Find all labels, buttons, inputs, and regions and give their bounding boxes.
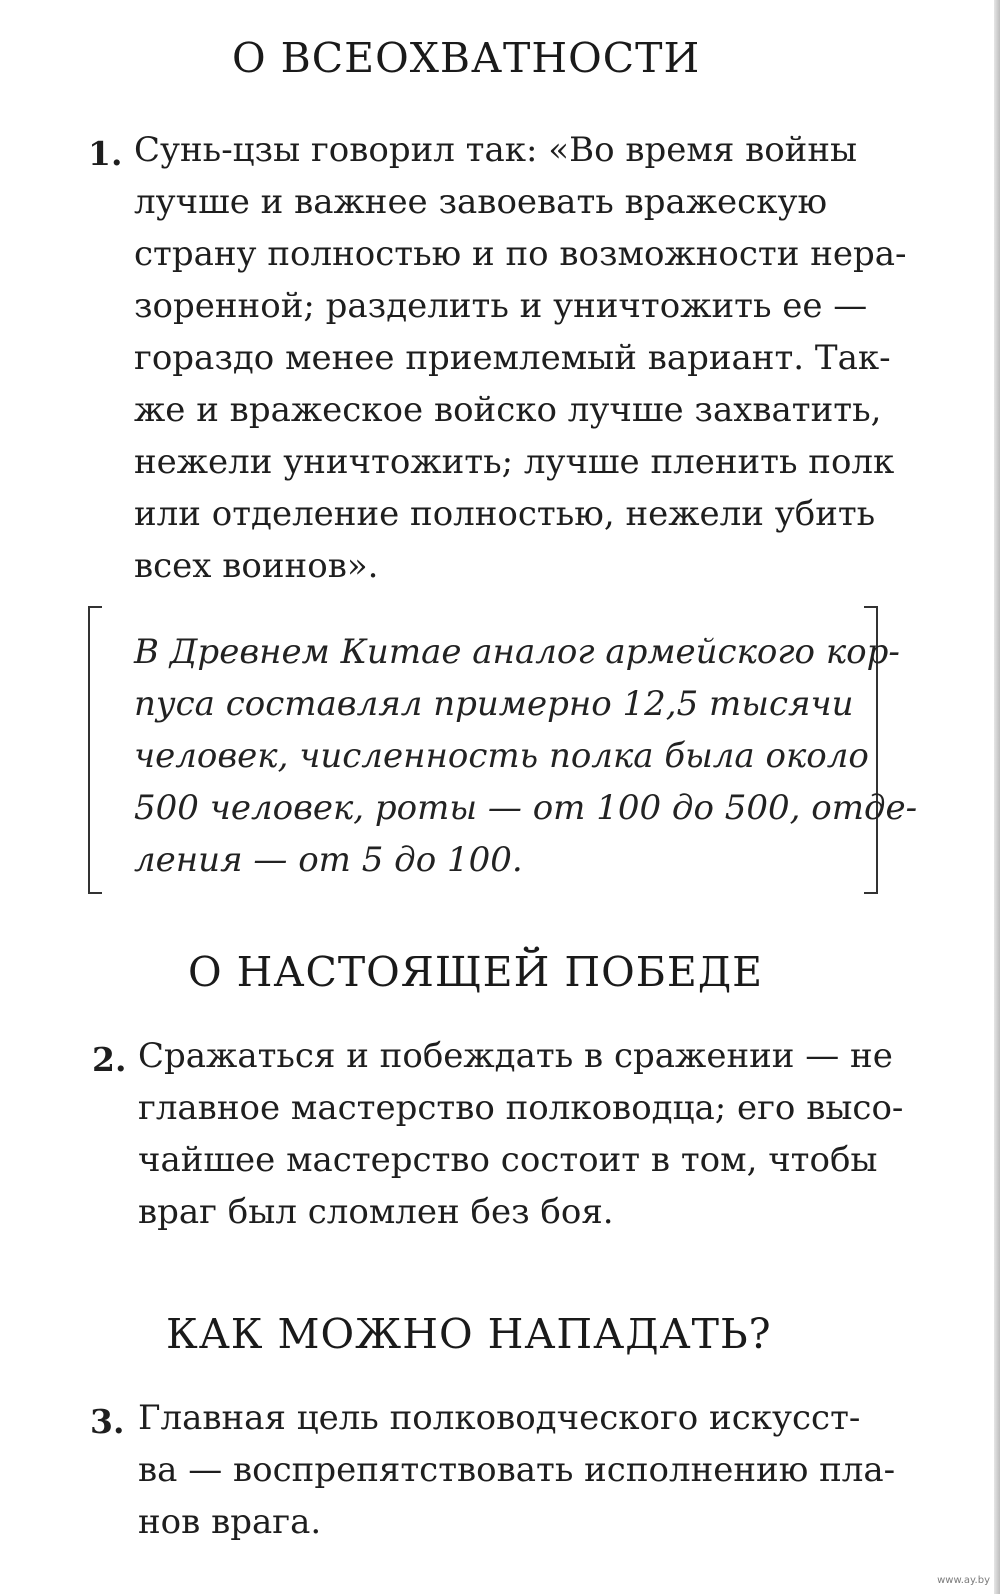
paragraph-number: 2. xyxy=(92,1040,127,1079)
paragraph-line: главное мастерство полководца; его высо- xyxy=(138,1088,904,1128)
paragraph-number: 1. xyxy=(88,134,123,173)
note-line: ления — от 5 до 100. xyxy=(134,840,523,880)
heading-how-to-attack: КАК МОЖНО НАПАДАТЬ? xyxy=(166,1310,772,1358)
paragraph-line: чайшее мастерство состоит в том, чтобы xyxy=(138,1140,878,1180)
paragraph-line: Главная цель полководческого искусст- xyxy=(138,1398,861,1438)
note-line: 500 человек, роты — от 100 до 500, отде- xyxy=(134,788,918,828)
paragraph-3 xyxy=(90,0,896,1542)
note-line: пуса составлял примерно 12,5 тысячи xyxy=(134,684,854,724)
paragraph-line: зоренной; разделить и уничтожить ее — xyxy=(134,286,868,326)
paragraph-line: всех воинов». xyxy=(134,546,379,586)
paragraph-line: же и вражеское войско лучше захватить, xyxy=(134,390,882,430)
note-line: человек, численность полка была около xyxy=(134,736,869,776)
paragraph-line: нов врага. xyxy=(138,1502,322,1542)
heading-comprehensiveness: О ВСЕОХВАТНОСТИ xyxy=(232,34,701,82)
paragraph-line: гораздо менее приемлемый вариант. Так- xyxy=(134,338,891,378)
page-edge-shadow xyxy=(994,0,1000,1594)
paragraph-line: страну полностью и по возможности нера- xyxy=(134,234,907,274)
paragraph-line: лучше и важнее завоевать вражескую xyxy=(134,182,828,222)
paragraph-number: 3. xyxy=(90,1402,125,1441)
paragraph-line: враг был сломлен без боя. xyxy=(138,1192,614,1232)
paragraph-line: или отделение полностью, нежели убить xyxy=(134,494,876,534)
paragraph-line: ва — воспрепятствовать исполнению пла- xyxy=(138,1450,896,1490)
paragraph-line: Сунь-цзы говорил так: «Во время войны xyxy=(134,130,858,170)
note-line: В Древнем Китае аналог армейского кор- xyxy=(134,632,900,672)
heading-true-victory: О НАСТОЯЩЕЙ ПОБЕДЕ xyxy=(188,948,764,996)
paragraph-line: нежели уничтожить; лучше пленить полк xyxy=(134,442,895,482)
paragraph-line: Сражаться и побеждать в сражении — не xyxy=(138,1036,893,1076)
watermark: www.ay.by xyxy=(937,1575,990,1586)
